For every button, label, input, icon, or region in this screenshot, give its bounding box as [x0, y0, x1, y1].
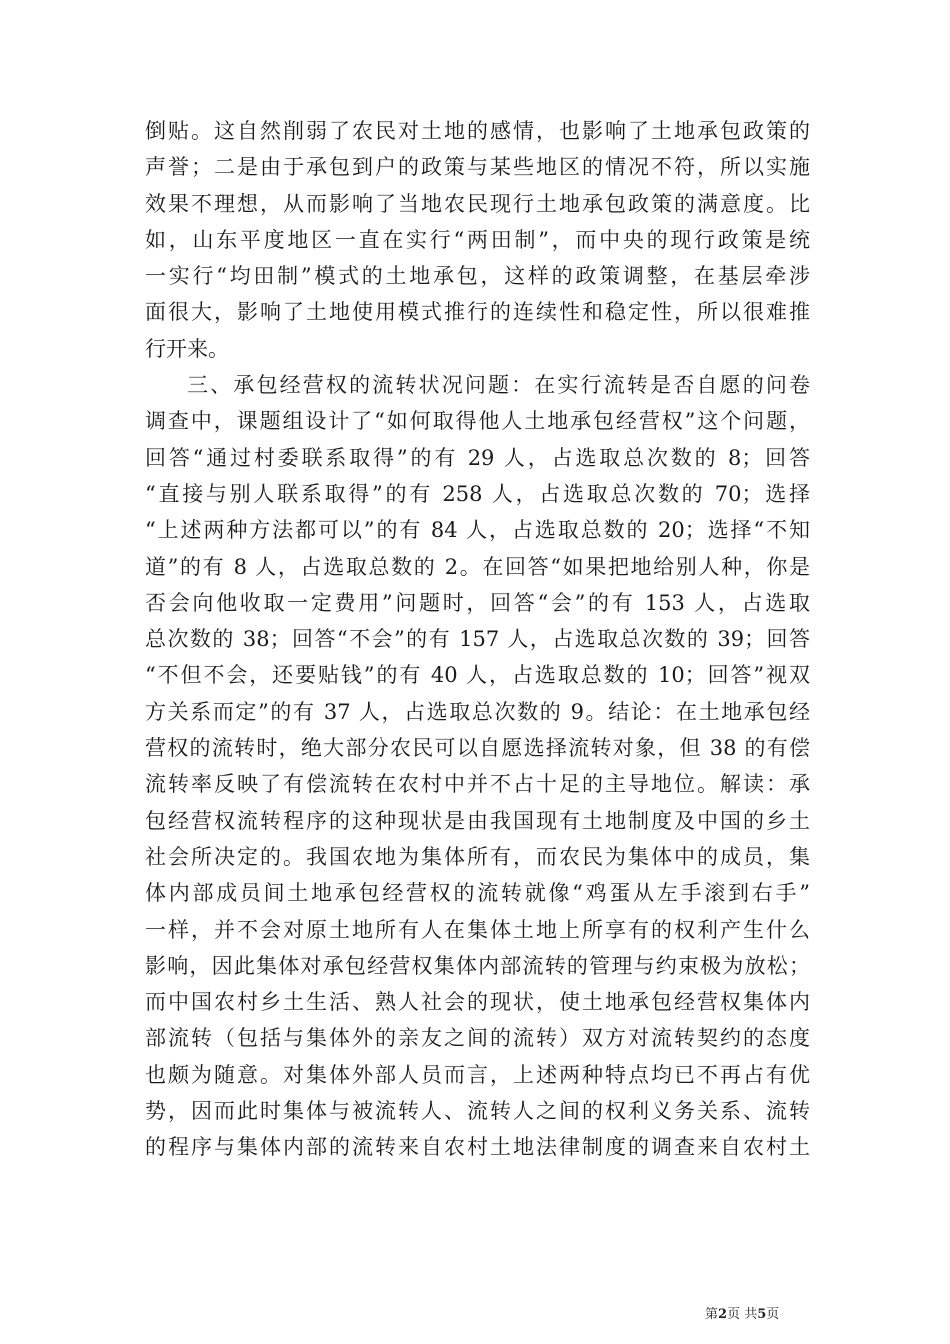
- text-line: 面很大，影响了土地使用模式推行的连续性和稳定性，所以很难推: [145, 300, 810, 325]
- footer-prefix: 第: [705, 1307, 719, 1322]
- text-line: 体内部成员间土地承包经营权的流转就像“鸡蛋从左手滚到右手”: [145, 881, 810, 906]
- text-line: 道”的有 8 人，占选取总数的 2。在回答“如果把地给别人种，你是: [145, 554, 810, 579]
- text-line: 的程序与集体内部的流转来自农村土地法律制度的调查来自农村土: [145, 1135, 810, 1160]
- text-line: 倒贴。这自然削弱了农民对土地的感情，也影响了土地承包政策的: [145, 119, 810, 143]
- text-line: 三、承包经营权的流转状况问题：在实行流转是否自愿的问卷: [187, 373, 810, 398]
- footer-suffix: 页: [766, 1307, 780, 1322]
- body-text: [145, 113, 810, 1166]
- text-line: 调查中，课题组设计了“如何取得他人土地承包经营权”这个问题，: [145, 409, 810, 434]
- text-line: 也颇为随意。对集体外部人员而言，上述两种特点均已不再占有优: [145, 1062, 810, 1087]
- text-line: 势，因而此时集体与被流转人、流转人之间的权利义务关系、流转: [145, 1099, 810, 1124]
- text-line: 包经营权流转程序的这种现状是由我国现有土地制度及中国的乡土: [145, 808, 810, 833]
- text-line: “直接与别人联系取得”的有 258 人，占选取总次数的 70；选择: [145, 481, 810, 506]
- text-line: 而中国农村乡土生活、熟人社会的现状，使土地承包经营权集体内: [145, 990, 810, 1015]
- text-line: “上述两种方法都可以”的有 84 人，占选取总数的 20；选择“不知: [145, 518, 810, 543]
- footer-middle: 页 共: [727, 1307, 758, 1322]
- text-line: 社会所决定的。我国农地为集体所有，而农民为集体中的成员，集: [145, 844, 810, 869]
- text-line: 如，山东平度地区一直在实行“两田制”，而中央的现行政策是统: [145, 227, 810, 252]
- text-line: 一样，并不会对原土地所有人在集体土地上所享有的权利产生什么: [145, 917, 810, 942]
- text-line: 声誉；二是由于承包到户的政策与某些地区的情况不符，所以实施: [145, 155, 810, 180]
- text-line: 部流转（包括与集体外的亲友之间的流转）双方对流转契约的态度: [145, 1026, 810, 1051]
- text-line: 否会向他收取一定费用”问题时，回答“会”的有 153 人，占选取: [145, 590, 810, 615]
- text-line: 总次数的 38；回答“不会”的有 157 人，占选取总次数的 39；回答: [145, 627, 810, 652]
- text-line: 流转率反映了有偿流转在农村中并不占十足的主导地位。解读：承: [145, 772, 810, 797]
- text-line: 方关系而定”的有 37 人，占选取总次数的 9。结论：在土地承包经: [145, 699, 810, 724]
- page-number-footer: [705, 1306, 779, 1324]
- text-line: 行开来。: [145, 336, 229, 361]
- total-page-number: 5: [757, 1307, 767, 1322]
- current-page-number: 2: [718, 1307, 728, 1322]
- text-line: 影响，因此集体对承包经营权集体内部流转的管理与约束极为放松；: [145, 953, 810, 978]
- text-line: “不但不会，还要贴钱”的有 40 人，占选取总数的 10；回答”视双: [145, 663, 810, 688]
- text-line: 回答“通过村委联系取得”的有 29 人，占选取总次数的 8；回答: [145, 445, 810, 470]
- text-line: 效果不理想，从而影响了当地农民现行土地承包政策的满意度。比: [145, 191, 810, 216]
- text-line: 一实行“均田制”模式的土地承包，这样的政策调整，在基层牵涉: [145, 264, 810, 289]
- text-line: 营权的流转时，绝大部分农民可以自愿选择流转对象，但 38 的有偿: [145, 736, 810, 761]
